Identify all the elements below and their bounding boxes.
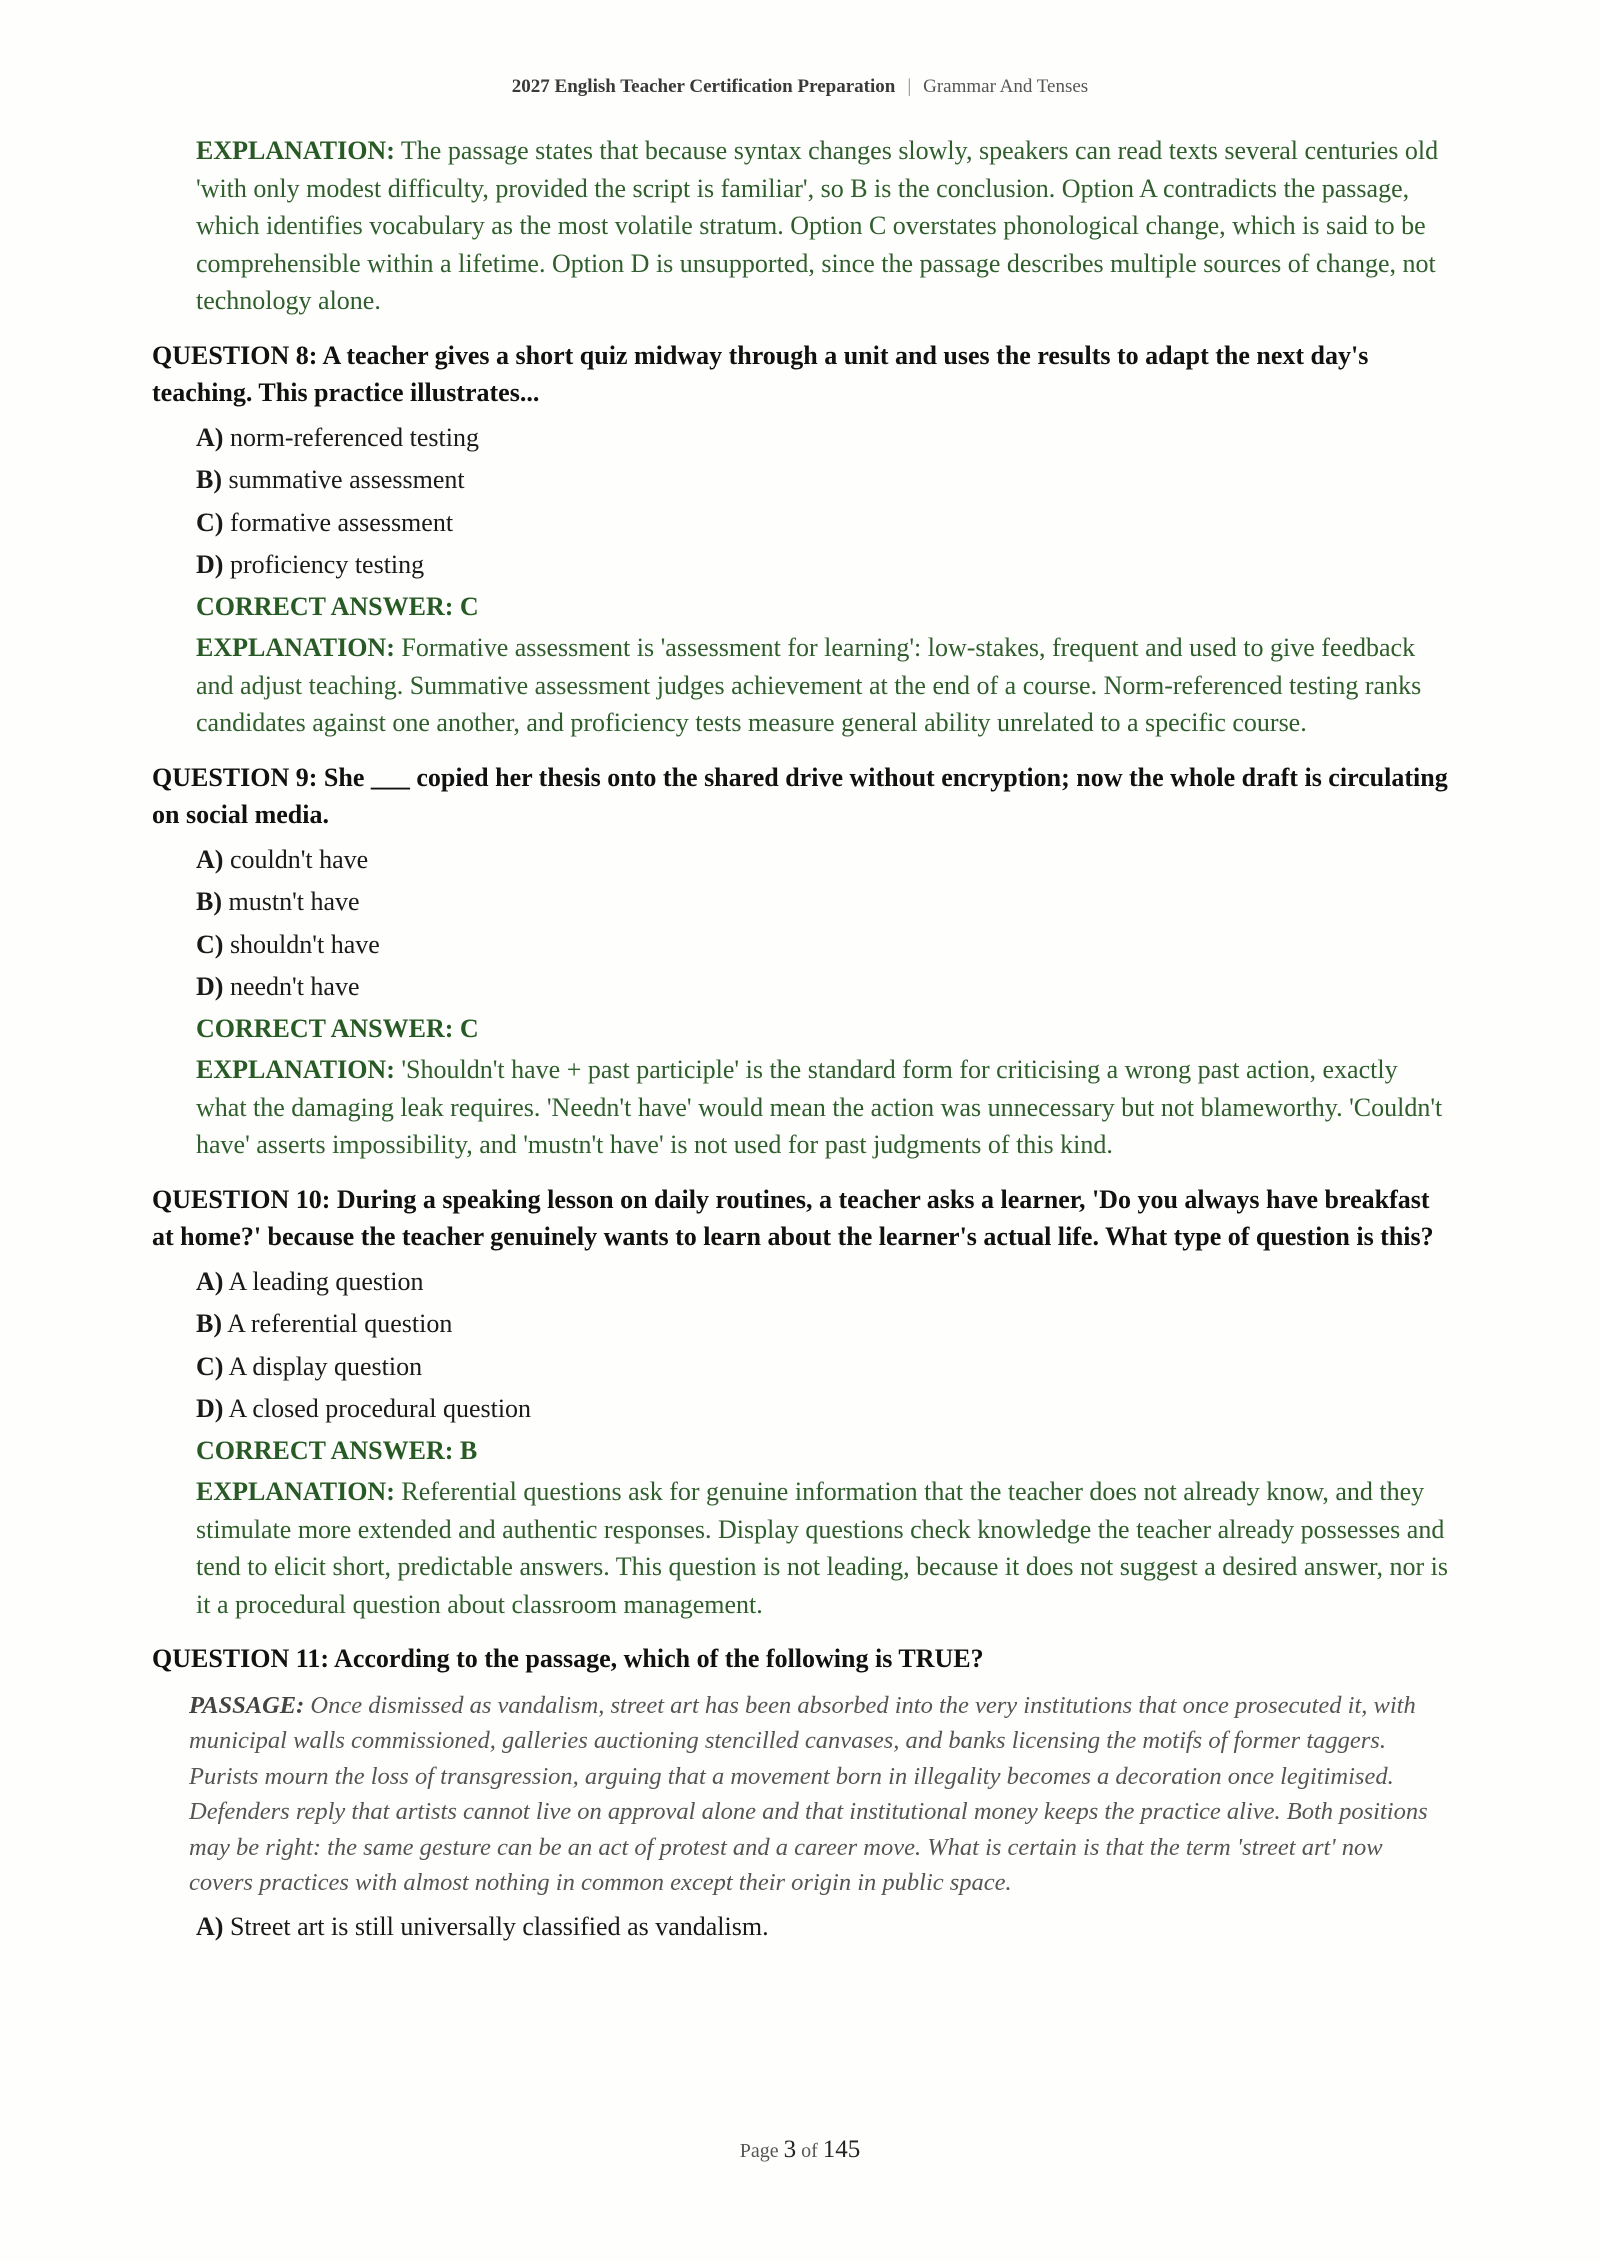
of-word: of [801,2140,818,2162]
total-pages: 145 [822,2136,861,2163]
passage-text: Once dismissed as vandalism, street art has been absorbed into the very institutions that once prosecuted it, with municipal walls commissioned, galleries auctioning stencilled canvases, and banks licensing the motifs of former taggers. Purists mourn the loss of transgression, arguing that a movement born in illegality becomes a decoration once legitimised. Defenders reply that artists cannot live on approval alone and that institutional money keeps the practice alive. Both positions may be right: the same gesture can be an act of protest and a career move. What is certain is that the term 'street art' now covers practices with almost nothing in common except their origin in public space. [189,1691,1428,1896]
option-letter: B) [196,465,222,494]
explanation-text: 'Shouldn't have + past participle' is the standard form for criticising a wrong past action, exactly what the damaging leak requires. 'Needn't have' would mean the action was unnecessary but not blameworthy. 'Couldn't have' asserts impossibility, and 'mustn't have' is not used for past judgments of this kind. [196,1055,1443,1159]
current-page-number: 3 [783,2136,797,2163]
header-separator: | [907,76,912,97]
question-9-correct-answer: CORRECT ANSWER: C [196,1014,479,1043]
question-9-heading: QUESTION 9: She ___ copied her thesis onto the shared drive without encryption; now the whole draft is circulating on social media. [152,762,1448,829]
option-a [196,422,1452,465]
option-a [196,844,1452,887]
option-b [196,464,1452,507]
option-letter: C) [196,507,224,537]
page-footer [0,2136,1600,2164]
option-d [196,1393,1452,1425]
header-section: Grammar And Tenses [923,76,1089,97]
option-text: Street art is still universally classified as vandalism. [229,1911,769,1941]
option-c [196,1351,1452,1394]
header-title: 2027 English Teacher Certification Preparation [511,76,896,97]
explanation-label: EXPLANATION: [196,1477,395,1506]
question-10-explanation [196,1473,1452,1623]
page-header [0,76,1600,98]
option-letter: D) [196,550,224,579]
option-a [196,1266,1452,1309]
option-text: A leading question [228,1266,424,1296]
question-8-correct-answer: CORRECT ANSWER: C [196,592,479,621]
option-letter: C) [196,1351,224,1381]
option-letter: A) [196,844,224,874]
option-text: shouldn't have [229,929,380,959]
option-text: norm-referenced testing [229,422,479,452]
option-a [196,1911,1452,1943]
question-9-options [196,844,1452,1004]
option-b [196,1308,1452,1351]
option-text: formative assessment [229,507,454,537]
question-11-heading: QUESTION 11: According to the passage, which of the following is TRUE? [152,1644,984,1673]
option-letter: A) [196,1266,224,1296]
explanation-text: Formative assessment is 'assessment for learning': low-stakes, frequent and used to give feedback and adjust teaching. Summative assessment judges achievement at the end of a course. Norm-referenced testing ranks candidates against one another, and proficiency tests measure general ability unrelated to a specific course. [196,633,1422,737]
page-content [152,132,1452,1943]
explanation-label: EXPLANATION: [196,136,395,165]
option-text: summative assessment [228,465,465,494]
option-c [196,929,1452,972]
option-letter: B) [196,1309,222,1338]
question-8-options [196,422,1452,582]
option-c [196,507,1452,550]
question-8-explanation [196,629,1452,742]
explanation-text: Referential questions ask for genuine information that the teacher does not already know, and they stimulate more extended and authentic responses. Display questions check knowledge the teacher already possesses and tend to elicit short, predictable answers. This question is not leading, because it does not suggest a desired answer, nor is it a procedural question about classroom management. [196,1477,1448,1619]
option-letter: A) [196,1911,224,1941]
option-text: A closed procedural question [228,1394,532,1423]
option-text: mustn't have [228,887,360,916]
option-b [196,886,1452,929]
explanation-label: EXPLANATION: [196,1055,395,1084]
option-text: A display question [228,1351,423,1381]
option-letter: C) [196,929,224,959]
question-10-correct-answer: CORRECT ANSWER: B [196,1436,478,1465]
previous-explanation [196,132,1452,320]
option-letter: D) [196,1394,224,1423]
option-letter: D) [196,972,224,1001]
option-text: needn't have [229,972,360,1001]
passage-label: PASSAGE: [189,1691,305,1719]
option-d [196,549,1452,581]
option-letter: B) [196,887,222,916]
option-d [196,971,1452,1003]
question-11-passage [189,1688,1452,1901]
option-text: A referential question [227,1309,453,1338]
explanation-text: The passage states that because syntax changes slowly, speakers can read texts several centuries old 'with only modest difficulty, provided the script is familiar', so B is the conclusion. Option A contradicts the passage, which identifies vocabulary as the most volatile stratum. Option C overstates phonological change, which is said to be comprehensible within a lifetime. Option D is unsupported, since the passage describes multiple sources of change, not technology alone. [196,136,1439,315]
option-letter: A) [196,422,224,452]
question-10-heading: QUESTION 10: During a speaking lesson on daily routines, a teacher asks a learner, 'Do you always have breakfast at home?' because the teacher genuinely wants to learn about the learner's actual life. What type of question is this? [152,1184,1434,1251]
option-text: proficiency testing [229,550,425,579]
option-text: couldn't have [229,844,369,874]
question-9-explanation [196,1051,1452,1164]
page-word: Page [739,2140,779,2162]
explanation-label: EXPLANATION: [196,633,395,662]
question-11-options [196,1911,1452,1943]
question-10-options [196,1266,1452,1426]
question-8-heading: QUESTION 8: A teacher gives a short quiz midway through a unit and uses the results to adapt the next day's teaching. This practice illustrates... [152,340,1369,407]
